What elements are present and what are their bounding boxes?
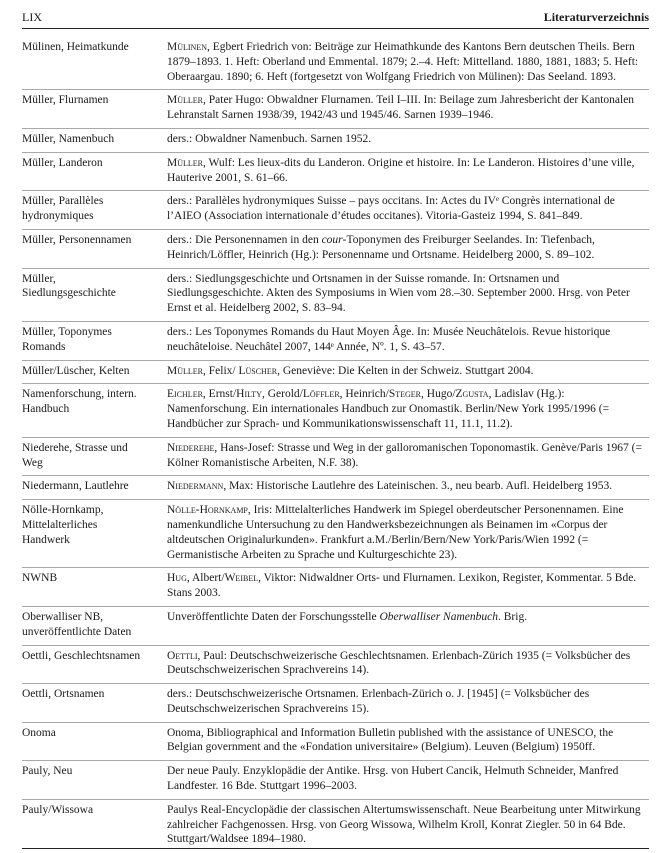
entry-abbreviation: Niedermann, Lautlehre — [22, 476, 153, 500]
entry-abbreviation: Niederehe, Strasse und Weg — [22, 437, 153, 476]
bibliography-entry — [22, 384, 649, 437]
author-name: Nölle-Hornkamp — [167, 504, 248, 517]
entry-abbreviation: Müller, Flurnamen — [22, 90, 153, 129]
bibliography-entry — [22, 128, 649, 152]
reference-text: , Geneviève: Die Kelten in der Schweiz. Stuttgart 2004. — [277, 364, 534, 377]
entry-abbreviation: Müller, Namenbuch — [22, 128, 153, 152]
author-name: Mülinen — [167, 41, 207, 53]
italic-title: cour — [321, 233, 343, 246]
author-name: Löffler — [302, 388, 340, 401]
bibliography-table — [22, 37, 649, 852]
italic-title: Oberwalliser Namenbuch — [379, 610, 498, 623]
reference-text: , Felix/ — [203, 364, 239, 377]
author-name: Zgusta — [455, 388, 489, 401]
entry-reference — [153, 191, 649, 230]
author-name: Eichler — [167, 388, 203, 401]
entry-abbreviation: Namenforschung, intern. Handbuch — [22, 384, 153, 437]
entry-abbreviation: NWNB — [22, 568, 153, 607]
entry-reference — [153, 684, 649, 723]
reference-text: , Egbert Friedrich von: Beiträge zur Heimathkunde des Kantons Bern deutschen Theils. Bern 1879–1893. 1. Heft: Oberland und Emmental. 1879; 2.–4. Heft: Mittelland. 1880, 1881, 1883; 5. Heft: Oberaargau. 1890; 6. Heft (fortgesetzt von Wolfgang Friedrich von Mülinen): Das Seeland. 1893. — [167, 41, 639, 83]
entry-reference — [153, 476, 649, 500]
bibliography-entry — [22, 90, 649, 129]
bibliography-entry — [22, 321, 649, 360]
entry-reference — [153, 761, 649, 800]
author-name: Weibel — [224, 572, 259, 585]
reference-text: Onoma, Bibliographical and Information Bulletin published with the assistance of UNESCO, the Belgian government and the «Fondation universitaire» (Belgium). Leuven (Belgium) 1950ff. — [167, 726, 614, 754]
header-rule — [22, 28, 649, 29]
bibliography-entry — [22, 645, 649, 684]
bibliography-entry — [22, 799, 649, 852]
reference-text: , Paul: Deutschschweizerische Geschlechtsnamen. Erlenbach-Zürich 1935 (= Volksbücher des Deutschschweizerischen Sprachvereins 14). — [167, 649, 631, 677]
entry-reference — [153, 229, 649, 268]
reference-text: , Pater Hugo: Obwaldner Flurnamen. Teil I–III. In: Beilage zum Jahresbericht der Kantonalen Lehranstalt Sarnen 1938/39, 1942/43 und 1945/46. Sarnen 1939–1946. — [167, 94, 635, 122]
author-name: Steger — [388, 388, 422, 401]
author-name: Müller — [167, 156, 203, 169]
reference-text: , Heinrich/ — [339, 388, 389, 401]
reference-text: , Viktor: Nidwaldner Orts- und Flurnamen. Lexikon, Register, Kommentar. 5 Bde. Stans 2003. — [167, 572, 637, 600]
reference-text: , Hugo/ — [421, 388, 456, 401]
author-name: Müller — [167, 94, 203, 107]
section-title: Literaturverzeichnis — [543, 10, 649, 24]
reference-text: ders.: Siedlungsgeschichte und Ortsnamen in der Suisse romande. In: Ortsnamen und Siedlungsgeschichte. Akten des Symposiums in Wien vom 28.–30. September 2000. Hrsg. von Peter Ernst et al. Heidelberg 2002, S. 83–94. — [167, 272, 630, 315]
entry-abbreviation: Oettli, Ortsnamen — [22, 684, 153, 723]
entry-reference — [153, 360, 649, 384]
reference-text: ders.: Les Toponymes Romands du Haut Moyen Âge. In: Musée Neuchâtelois. Revue historique neuchâteloise. Neuchâtel 2007, 144ᵉ Année, Nº. 1, S. 43–57. — [167, 325, 611, 353]
bibliography-entry — [22, 360, 649, 384]
entry-reference — [153, 500, 649, 568]
reference-text: , Ernst/ — [202, 388, 237, 401]
entry-reference — [153, 722, 649, 761]
entry-abbreviation: Müller, Toponymes Romands — [22, 321, 153, 360]
entry-reference — [153, 321, 649, 360]
bibliography-entry — [22, 476, 649, 500]
entry-abbreviation: Oberwalliser NB, unveröffentlichte Daten — [22, 606, 153, 645]
author-name: Niedermann — [167, 480, 224, 493]
entry-abbreviation: Müller/Lüscher, Kelten — [22, 360, 153, 384]
page-number: LIX — [22, 10, 42, 24]
bibliography-entry — [22, 152, 649, 191]
entry-reference — [153, 606, 649, 645]
reference-text: ders.: Obwaldner Namenbuch. Sarnen 1952. — [167, 132, 372, 145]
bibliography-entry — [22, 437, 649, 476]
bibliography-entry — [22, 229, 649, 268]
reference-text: , Wulf: Les lieux-dits du Landeron. Origine et histoire. In: Le Landeron. Histoires d’une ville, Hauterive 2001, S. 61–66. — [167, 156, 635, 184]
entry-reference — [153, 568, 649, 607]
entry-abbreviation: Onoma — [22, 722, 153, 761]
bibliography-entry — [22, 191, 649, 230]
entry-abbreviation: Oettli, Geschlechtsnamen — [22, 645, 153, 684]
author-name: Müller — [167, 364, 203, 377]
reference-text: Der neue Pauly. Enzyklopädie der Antike. Hrsg. von Hubert Cancik, Helmuth Schneider, Manfred Landfester. 16 Bde. Stuttgart 1996–2003. — [167, 765, 619, 793]
entry-reference — [153, 152, 649, 191]
reference-text: ders.: Parallèles hydronymiques Suisse – pays occitans. In: Actes du IVᵉ Congrès international de l’AIEO (Association internationale d’études occitanes). Vitoria-Gasteiz 1994, S. 841–849. — [167, 195, 615, 223]
bibliography-entry — [22, 37, 649, 90]
reference-text: ders.: Deutschschweizerische Ortsnamen. Erlenbach-Zürich o. J. [1945] (= Volksbücher des Deutschschweizerischen Sprachvereins 15). — [167, 688, 590, 715]
bibliography-entry — [22, 761, 649, 800]
reference-text: -Toponymen des Freiburger Seelandes. In: Tiefenbach, Heinrich/Löffler, Heinrich (Hg.): Personenname und Ortsname. Heidelberg 2000, S. 89–102. — [167, 233, 595, 261]
entry-abbreviation: Pauly, Neu — [22, 761, 153, 800]
entry-reference — [153, 384, 649, 437]
bibliography-entry — [22, 722, 649, 761]
entry-abbreviation: Müller, Landeron — [22, 152, 153, 191]
bibliography-entry — [22, 500, 649, 568]
author-name: Hilty — [236, 388, 262, 401]
author-name: Niederehe — [167, 441, 215, 454]
entry-reference — [153, 37, 649, 90]
entry-reference — [153, 437, 649, 476]
running-header — [22, 8, 649, 28]
reference-text: Paulys Real-Encyclopädie der classischen Altertumswissenschaft. Neue Bearbeitung unter Mitwirkung zahlreicher Fachgenossen. Hrsg. von Georg Wissowa, Wilhelm Kroll, Konrat Ziegler. 50 in 64 Bde. Stuttgart/Waldsee 1894–1980. — [167, 803, 641, 846]
entry-abbreviation: Nölle-Hornkamp, Mittelalterliches Handwerk — [22, 500, 153, 568]
reference-text: , Iris: Mittelalterliches Handwerk im Spiegel oberdeutscher Personennamen. Eine namenkundliche Untersuchung zu den Handwerksbezeichnungen als Beinamen im «Corpus der altdeutschen Originalurkunden». Frankfurt a.M./Berlin/Bern/New York/Paris/Wien 1992 (= Germanistische Arbeiten zu Sprache und Kulturgeschichte 23). — [167, 504, 624, 561]
reference-text: , Ladislav (Hg.): Namenforschung. Ein internationales Handbuch zur Onomastik. Berlin/New York 1995/1996 (= Handbücher zur Sprach- und Kommunikationswissenschaft 11, 11.1, 11.2). — [167, 388, 610, 430]
reference-text: , Max: Historische Lautlehre des Lateinischen. 3., neu bearb. Aufl. Heidelberg 1953. — [223, 480, 613, 493]
bibliography-entry — [22, 684, 649, 723]
reference-text: , Hans-Josef: Strasse und Weg in der galloromanischen Toponomastik. Genève/Paris 1967 (= Kölner Romanistische Arbeiten, N.F. 38). — [167, 441, 642, 469]
entry-abbreviation: Pauly/Wissowa — [22, 803, 94, 816]
author-name: Hug — [167, 572, 187, 585]
bibliography-entry — [22, 606, 649, 645]
entry-reference — [153, 645, 649, 684]
author-name: Lüscher — [238, 364, 278, 377]
reference-text: , Gerold/ — [261, 388, 303, 401]
entry-reference — [153, 128, 649, 152]
reference-text: Unveröffentlichte Daten der Forschungsstelle — [167, 610, 380, 623]
entry-abbreviation: Müller, Personennamen — [22, 229, 153, 268]
entry-abbreviation: Müller, Siedlungsgeschichte — [22, 268, 153, 321]
reference-text: ders.: Die Personennamen in den — [167, 233, 322, 246]
bibliography-body — [22, 37, 649, 852]
entry-abbreviation: Müller, Parallèles hydronymiques — [22, 191, 153, 230]
entry-reference — [153, 799, 649, 852]
reference-text: , Albert/ — [186, 572, 225, 585]
bibliography-entry — [22, 568, 649, 607]
bibliography-entry — [22, 268, 649, 321]
entry-reference — [153, 268, 649, 321]
reference-text: . Brig. — [498, 610, 528, 623]
author-name: Oettli — [167, 649, 198, 662]
footer-rule — [22, 848, 649, 849]
entry-reference — [153, 90, 649, 129]
entry-abbreviation: Mülinen, Heimatkunde — [22, 37, 153, 90]
